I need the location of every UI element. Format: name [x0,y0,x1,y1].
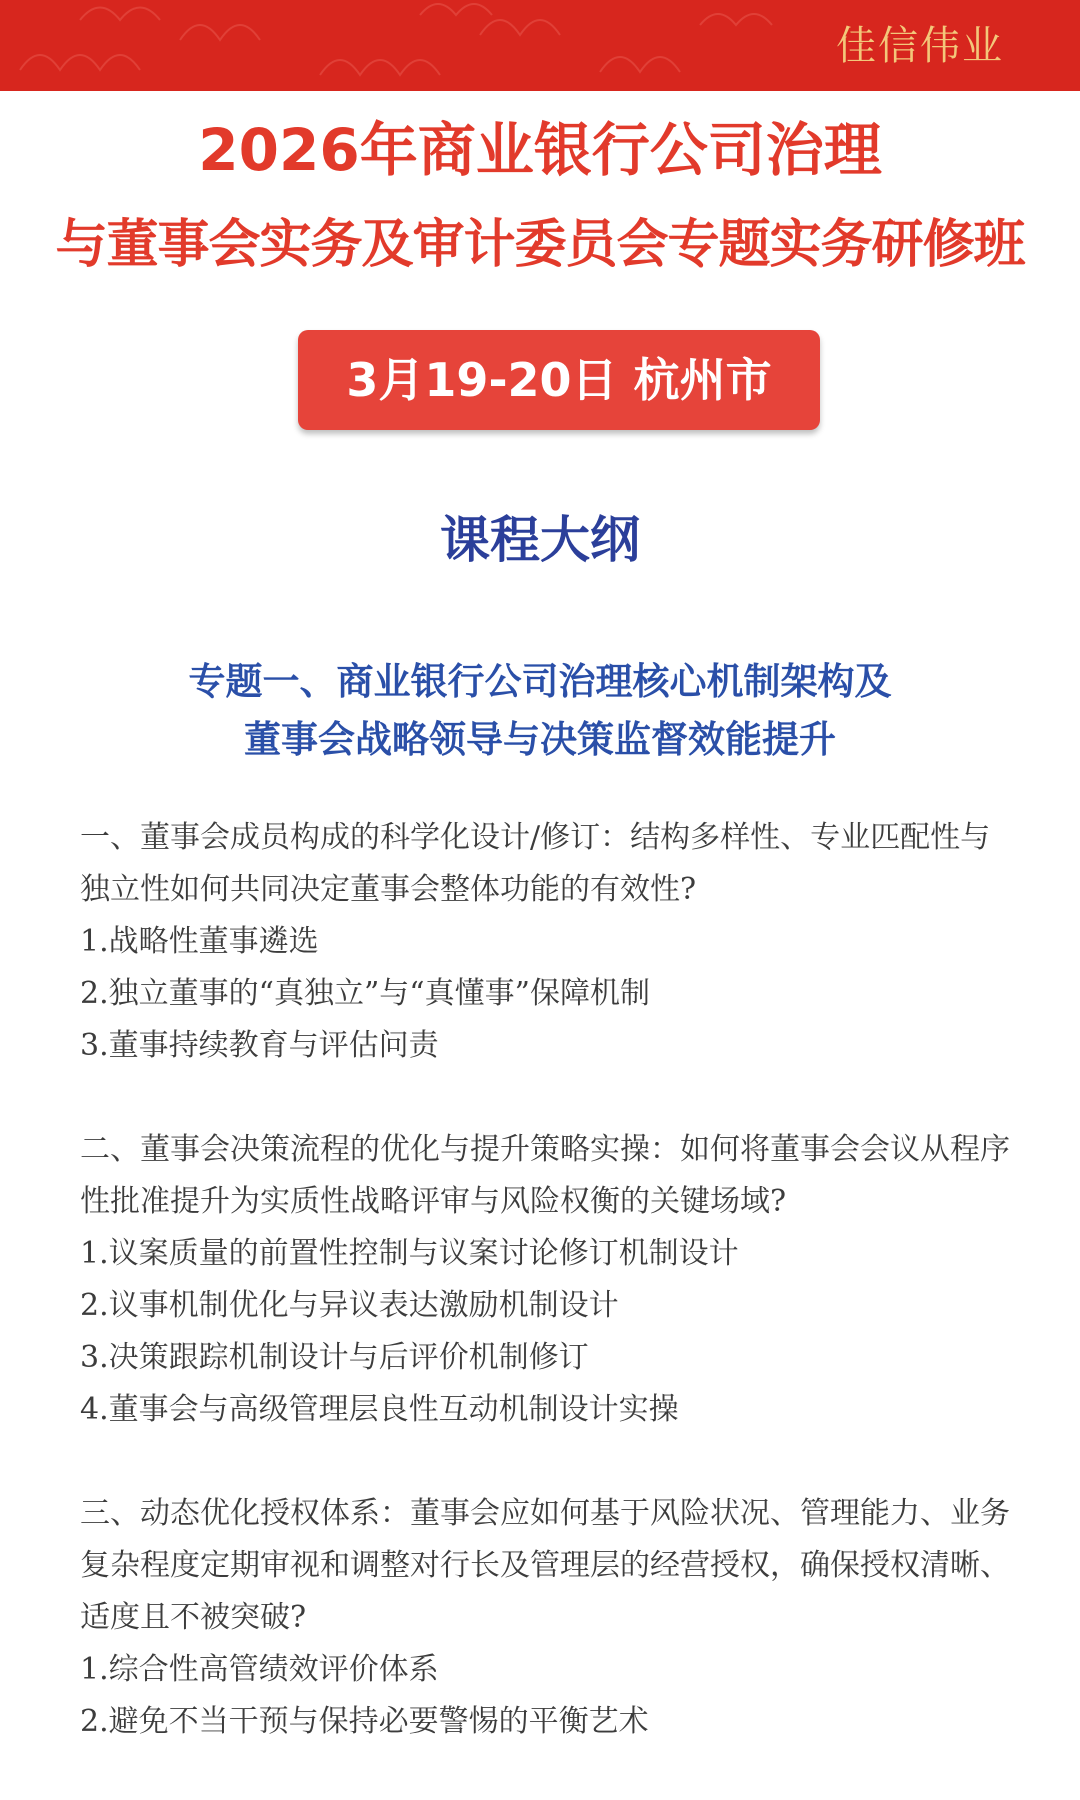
section-intro: 三、动态优化授权体系：董事会应如何基于风险状况、管理能力、业务复杂程度定期审视和调整对行长及管理层的经营授权，确保授权清晰、适度且不被突破? [80,1496,1010,1635]
outline-content [80,812,1010,1800]
section-item: 3.董事持续教育与评估问责 [80,1028,439,1063]
outline-section [80,1488,1010,1748]
section-intro: 二、董事会决策流程的优化与提升策略实操：如何将董事会会议从程序性批准提升为实质性战略评审与风险权衡的关键场域? [80,1132,1010,1219]
outline-heading: 课程大纲 [440,511,640,569]
section-item: 3.决策跟踪机制设计与后评价机制修订 [80,1340,589,1375]
section-item: 1.战略性董事遴选 [80,924,319,959]
section-item: 1.议案质量的前置性控制与议案讨论修订机制设计 [80,1236,739,1271]
brand-name: 佳信伟业 [836,23,1004,69]
section-item: 2.议事机制优化与异议表达激励机制设计 [80,1288,619,1323]
outline-section [80,1124,1010,1436]
date-location-text: 3月19-20日 杭州市 [346,353,772,407]
date-location-badge [298,330,820,430]
outline-section [80,812,1010,1072]
section-item: 2.独立董事的“真独立”与“真懂事”保障机制 [80,976,650,1011]
header-banner [0,0,1080,91]
page-title-line-1: 2026年商业银行公司治理 [198,116,882,184]
section-intro: 一、董事会成员构成的科学化设计/修订：结构多样性、专业匹配性与独立性如何共同决定董事会整体功能的有效性? [80,820,991,907]
section-item: 4.董事会与高级管理层良性互动机制设计实操 [80,1392,679,1427]
topic-title-line-2: 董事会战略领导与决策监督效能提升 [244,718,836,761]
section-item: 1.综合性高管绩效评价体系 [80,1652,439,1687]
topic-title-line-1: 专题一、商业银行公司治理核心机制架构及 [188,660,892,703]
topic-title [0,653,1080,769]
section-item: 2.避免不当干预与保持必要警惕的平衡艺术 [80,1704,649,1739]
page-title-line-2: 与董事会实务及审计委员会专题实务研修班 [55,215,1025,275]
